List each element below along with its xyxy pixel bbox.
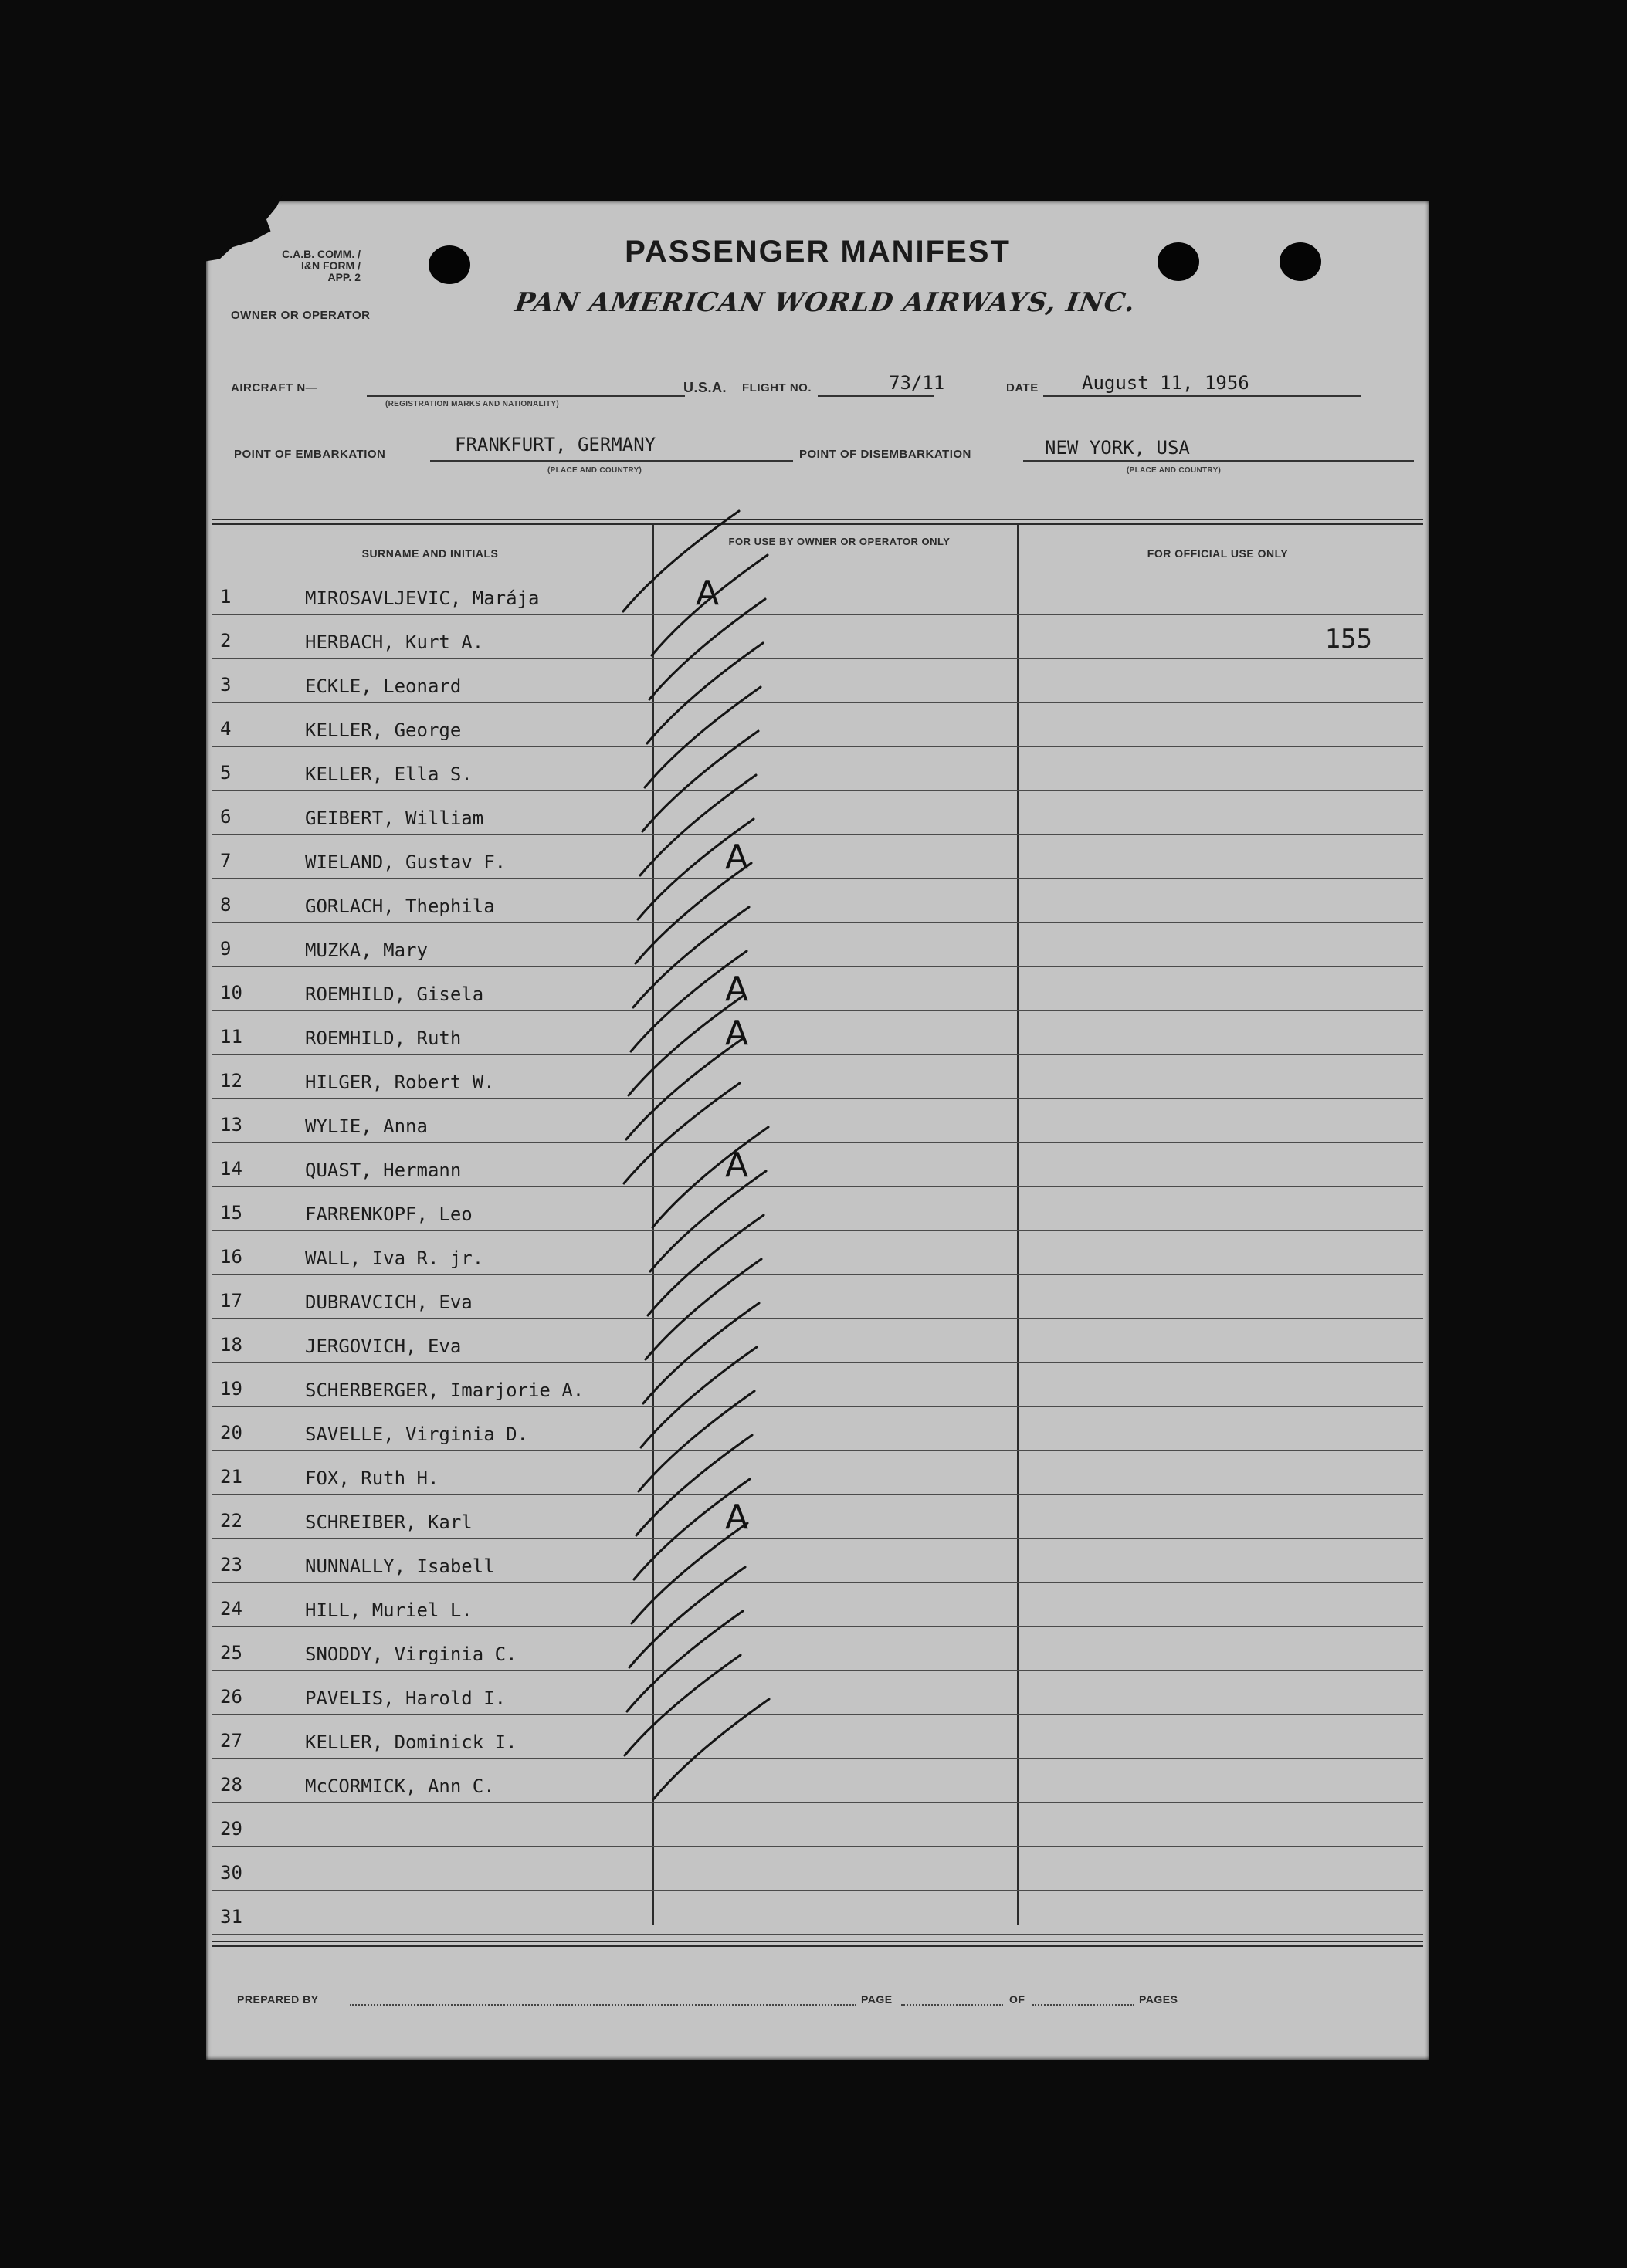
of-label: OF bbox=[1009, 1993, 1025, 2006]
disembarkation-label: POINT OF DISEMBARKATION bbox=[799, 448, 971, 461]
registration-caption: (REGISTRATION MARKS AND NATIONALITY) bbox=[385, 400, 560, 408]
row-number: 19 bbox=[220, 1378, 242, 1400]
passenger-name: HERBACH, Kurt A. bbox=[305, 631, 484, 653]
row-number: 21 bbox=[220, 1466, 242, 1488]
row-number: 4 bbox=[220, 718, 232, 740]
passenger-name: DUBRAVCICH, Eva bbox=[305, 1291, 473, 1313]
document-title: PASSENGER MANIFEST bbox=[625, 235, 1011, 269]
passenger-name: ROEMHILD, Gisela bbox=[305, 983, 484, 1005]
handwritten-checkmarks bbox=[206, 201, 1429, 2060]
prepared-by-line bbox=[350, 2004, 856, 2006]
aircraft-label: AIRCRAFT N— bbox=[231, 381, 318, 394]
prepared-by-label: PREPARED BY bbox=[237, 1993, 319, 2006]
pages-label: PAGES bbox=[1139, 1993, 1178, 2006]
col-owner-header: FOR USE BY OWNER OR OPERATOR ONLY bbox=[728, 536, 951, 547]
passenger-name: KELLER, Dominick I. bbox=[305, 1731, 517, 1753]
passenger-name: SAVELLE, Virginia D. bbox=[305, 1423, 528, 1445]
row-number: 10 bbox=[220, 982, 242, 1004]
passenger-name: WYLIE, Anna bbox=[305, 1115, 428, 1137]
row-number: 24 bbox=[220, 1598, 242, 1620]
row-number: 20 bbox=[220, 1422, 242, 1444]
row-number: 25 bbox=[220, 1642, 242, 1664]
row-number: 7 bbox=[220, 850, 232, 872]
row-number: 3 bbox=[220, 674, 232, 696]
row-number: 15 bbox=[220, 1202, 242, 1224]
passenger-name: SNODDY, Virginia C. bbox=[305, 1643, 517, 1665]
passenger-name: ROEMHILD, Ruth bbox=[305, 1027, 462, 1049]
flight-number: 73/11 bbox=[889, 372, 945, 394]
official-number: 155 bbox=[1324, 624, 1372, 655]
table-bottom-rule bbox=[212, 1941, 1423, 1947]
passenger-name: McCORMICK, Ann C. bbox=[305, 1775, 495, 1797]
row-number: 23 bbox=[220, 1554, 242, 1576]
check-stroke bbox=[653, 1699, 769, 1799]
row-number: 16 bbox=[220, 1246, 242, 1268]
handwritten-mark: A bbox=[725, 970, 749, 1009]
row-number: 26 bbox=[220, 1686, 242, 1708]
passenger-name: ECKLE, Leonard bbox=[305, 675, 462, 697]
operator-name: PAN AMERICAN WORLD AIRWAYS, INC. bbox=[513, 287, 1137, 318]
passenger-name: MIROSAVLJEVIC, Marája bbox=[305, 587, 540, 609]
col-official-header: FOR OFFICIAL USE ONLY bbox=[1147, 547, 1289, 560]
flight-label: FLIGHT NO. bbox=[742, 381, 812, 394]
col-surname-header: SURNAME AND INITIALS bbox=[361, 547, 499, 560]
passenger-name: KELLER, George bbox=[305, 719, 462, 741]
page-label: PAGE bbox=[861, 1993, 893, 2006]
row-number: 13 bbox=[220, 1114, 242, 1136]
passenger-name: GEIBERT, William bbox=[305, 807, 484, 829]
row-number: 12 bbox=[220, 1070, 242, 1092]
row-number: 29 bbox=[220, 1818, 242, 1840]
passenger-name: FARRENKOPF, Leo bbox=[305, 1203, 473, 1225]
row-number: 18 bbox=[220, 1334, 242, 1356]
embarkation-label: POINT OF EMBARKATION bbox=[234, 448, 386, 461]
row-number: 9 bbox=[220, 938, 232, 960]
passenger-name: QUAST, Hermann bbox=[305, 1159, 462, 1181]
passenger-name: PAVELIS, Harold I. bbox=[305, 1687, 507, 1709]
page-line bbox=[901, 2004, 1003, 2006]
check-stroke bbox=[623, 511, 739, 611]
row-number: 6 bbox=[220, 806, 232, 828]
place-caption: (PLACE AND COUNTRY) bbox=[547, 466, 642, 475]
handwritten-mark: A bbox=[725, 1146, 749, 1185]
date-label: DATE bbox=[1006, 381, 1039, 394]
passenger-name: WIELAND, Gustav F. bbox=[305, 851, 507, 873]
pages-line bbox=[1032, 2004, 1134, 2006]
flight-date: August 11, 1956 bbox=[1082, 372, 1249, 394]
row-number: 22 bbox=[220, 1510, 242, 1532]
passenger-name: WALL, Iva R. jr. bbox=[305, 1247, 484, 1269]
row-number: 1 bbox=[220, 586, 232, 608]
passenger-name: HILL, Muriel L. bbox=[305, 1599, 473, 1621]
row-number: 31 bbox=[220, 1906, 242, 1928]
row-number: 5 bbox=[220, 762, 232, 784]
passenger-name: NUNNALLY, Isabell bbox=[305, 1555, 495, 1577]
manifest-sheet bbox=[206, 201, 1429, 2060]
row-number: 30 bbox=[220, 1862, 242, 1884]
disembarkation-place: NEW YORK, USA bbox=[1045, 437, 1190, 459]
row-number: 17 bbox=[220, 1290, 242, 1312]
handwritten-mark: A bbox=[725, 1498, 749, 1537]
row-number: 8 bbox=[220, 894, 232, 916]
country-code: U.S.A. bbox=[683, 380, 727, 395]
passenger-name: SCHREIBER, Karl bbox=[305, 1511, 473, 1533]
row-number: 2 bbox=[220, 630, 232, 652]
row-number: 14 bbox=[220, 1158, 242, 1180]
embarkation-place: FRANKFURT, GERMANY bbox=[455, 434, 656, 455]
handwritten-mark: A bbox=[696, 574, 720, 613]
check-stroke bbox=[625, 1655, 741, 1755]
passenger-name: GORLACH, Thephila bbox=[305, 895, 495, 917]
passenger-name: MUZKA, Mary bbox=[305, 939, 428, 961]
form-number: C.A.B. COMM. / I&N FORM / APP. 2 bbox=[282, 248, 361, 283]
place-caption: (PLACE AND COUNTRY) bbox=[1127, 466, 1222, 475]
passenger-name: FOX, Ruth H. bbox=[305, 1467, 439, 1489]
handwritten-mark: A bbox=[725, 838, 749, 877]
row-number: 28 bbox=[220, 1774, 242, 1796]
handwritten-mark: A bbox=[725, 1014, 749, 1053]
passenger-name: JERGOVICH, Eva bbox=[305, 1335, 462, 1357]
check-stroke bbox=[624, 1083, 740, 1183]
passenger-name: SCHERBERGER, Imarjorie A. bbox=[305, 1379, 585, 1401]
owner-label: OWNER OR OPERATOR bbox=[231, 309, 371, 322]
passenger-name: HILGER, Robert W. bbox=[305, 1071, 495, 1093]
passenger-name: KELLER, Ella S. bbox=[305, 763, 473, 785]
row-number: 27 bbox=[220, 1730, 242, 1752]
row-number: 11 bbox=[220, 1026, 242, 1048]
